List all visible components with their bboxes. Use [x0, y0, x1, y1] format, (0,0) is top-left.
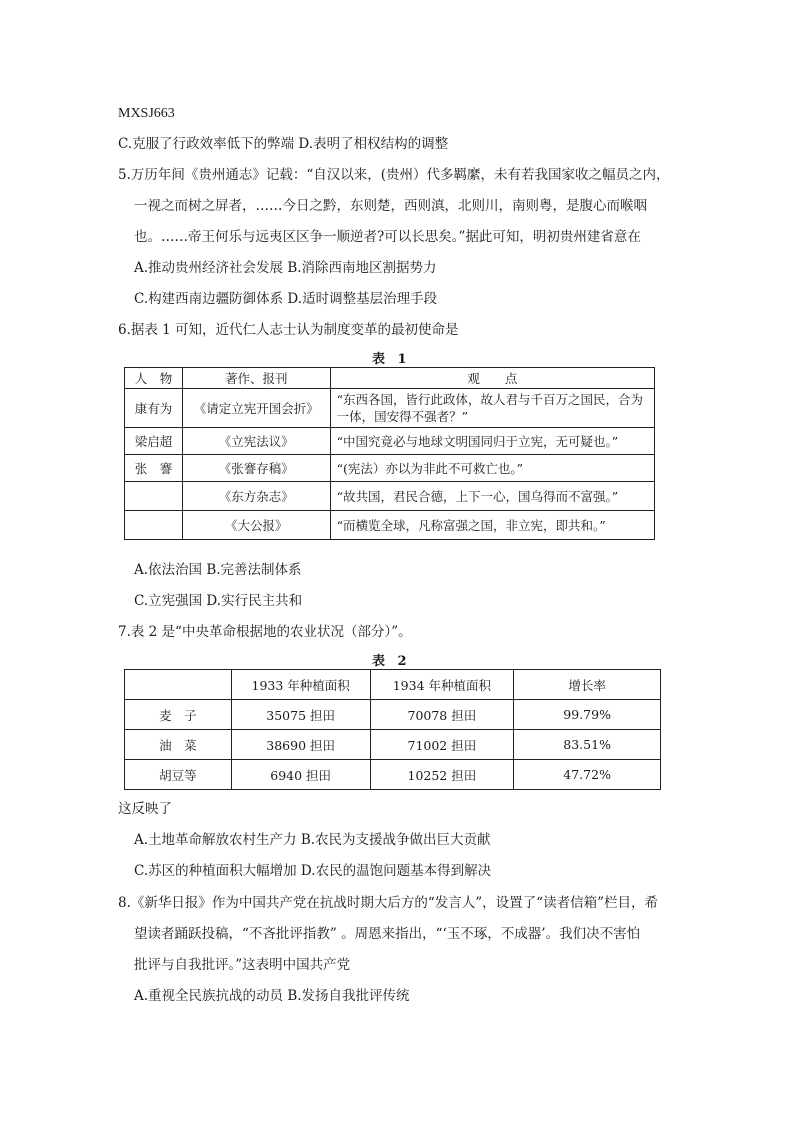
table2-header-blank [125, 670, 232, 700]
table2-row [125, 700, 661, 730]
table1-cell-person [125, 511, 183, 540]
table-1 [124, 367, 655, 540]
table1-cell-view: “东西各国，皆行此政体，故人君与千百万之国民，合为一体，国安得不强者？” [330, 389, 654, 428]
table1-cell-work: 《立宪法议》 [182, 428, 330, 455]
table2-header-rate: 增长率 [514, 670, 661, 700]
table2-caption: 表 2 [372, 654, 411, 669]
table1-header-person: 人 物 [125, 368, 183, 389]
table2-cell-crop: 麦 子 [125, 700, 232, 730]
q6-options-cd: C.立宪强国 D.实行民主共和 [134, 593, 303, 609]
q8-stem-line-2: 望读者踊跃投稿，“不吝批评指教” 。周恩来指出，“‘玉不琢，不成器’。我们决不害怕 [134, 926, 641, 942]
q7-options-ab: A.土地革命解放农村生产力 B.农民为支援战争做出巨大贡献 [134, 832, 491, 848]
table1-cell-view: “(宪法）亦以为非此不可救亡也。” [330, 455, 654, 482]
table2-row [125, 730, 661, 760]
table1-cell-view: “中国究竟必与地球文明国同归于立宪，无可疑也。” [330, 428, 654, 455]
table2-cell-1934: 70078 担田 [370, 700, 514, 730]
table1-caption: 表 1 [372, 352, 411, 367]
table1-header-work: 著作、报刊 [182, 368, 330, 389]
table2-cell-1934: 71002 担田 [370, 730, 514, 760]
table2-header-1933: 1933 年种植面积 [231, 670, 370, 700]
q7-options-cd: C.苏区的种植面积大幅增加 D.农民的温饱问题基本得到解决 [134, 863, 492, 879]
table2-cell-1933: 38690 担田 [231, 730, 370, 760]
table2-cell-crop: 胡豆等 [125, 760, 232, 790]
table2-cell-crop: 油 菜 [125, 730, 232, 760]
table2-cell-1933: 35075 担田 [231, 700, 370, 730]
q7-stem: 7.表 2 是“中央革命根据地的农业状况（部分）”。 [118, 624, 412, 640]
q5-stem-line-1: 5.万历年间《贵州通志》记载：“自汉以来，(贵州）代多羁縻，未有若我国家收之幅员之内， [118, 167, 670, 183]
table1-cell-person: 张 謇 [125, 455, 183, 482]
table1-cell-work: 《张謇存稿》 [182, 455, 330, 482]
table1-header-row [125, 368, 655, 389]
table1-header-view: 观 点 [330, 368, 654, 389]
table1-cell-person: 梁启超 [125, 428, 183, 455]
document-code: MXSJ663 [118, 106, 175, 121]
q4-options-cd: C.克服了行政效率低下的弊端 D.表明了相权结构的调整 [118, 136, 449, 152]
q7-followup: 这反映了 [118, 801, 172, 817]
table-2 [124, 669, 661, 790]
table1-cell-work: 《东方杂志》 [182, 482, 330, 511]
table1-cell-view: “而横览全球，凡称富强之国，非立宪，即共和。” [330, 511, 654, 540]
table1-cell-person: 康有为 [125, 389, 183, 428]
table1-row [125, 511, 655, 540]
table1-cell-work: 《大公报》 [182, 511, 330, 540]
table2-cell-rate: 47.72% [514, 760, 661, 790]
table2-cell-1934: 10252 担田 [370, 760, 514, 790]
table2-row [125, 760, 661, 790]
table1-cell-person [125, 482, 183, 511]
q8-stem-line-3: 批评与自我批评。”这表明中国共产党 [134, 957, 351, 973]
q5-stem-line-2: 一视之而树之屏者，……今日之黔，东则楚，西则滇，北则川，南则粤，是腹心而喉咽 [134, 198, 647, 214]
table1-row [125, 428, 655, 455]
q8-options-ab: A.重视全民族抗战的动员 B.发扬自我批评传统 [134, 988, 410, 1004]
q5-stem-line-3: 也。……帝王何乐与远夷区区争一顺逆者?可以长思矣。”据此可知，明初贵州建省意在 [134, 229, 641, 245]
q5-options-cd: C.构建西南边疆防御体系 D.适时调整基层治理手段 [134, 291, 438, 307]
table2-cell-1933: 6940 担田 [231, 760, 370, 790]
q6-stem: 6.据表 1 可知，近代仁人志士认为制度变革的最初使命是 [118, 322, 459, 338]
table1-row [125, 482, 655, 511]
table2-cell-rate: 99.79% [514, 700, 661, 730]
q8-stem-line-1: 8.《新华日报》作为中国共产党在抗战时期大后方的“发言人”，设置了“读者信箱”栏目，希 [118, 895, 658, 911]
table1-row [125, 389, 655, 428]
q5-options-ab: A.推动贵州经济社会发展 B.消除西南地区割据势力 [134, 260, 437, 276]
table1-row [125, 455, 655, 482]
q6-options-ab: A.依法治国 B.完善法制体系 [134, 562, 302, 578]
table1-cell-view: “故共国，君民合德，上下一心，国乌得而不富强。” [330, 482, 654, 511]
table2-header-row [125, 670, 661, 700]
table2-header-1934: 1934 年种植面积 [370, 670, 514, 700]
table2-cell-rate: 83.51% [514, 730, 661, 760]
table1-cell-work: 《请定立宪开国会折》 [182, 389, 330, 428]
